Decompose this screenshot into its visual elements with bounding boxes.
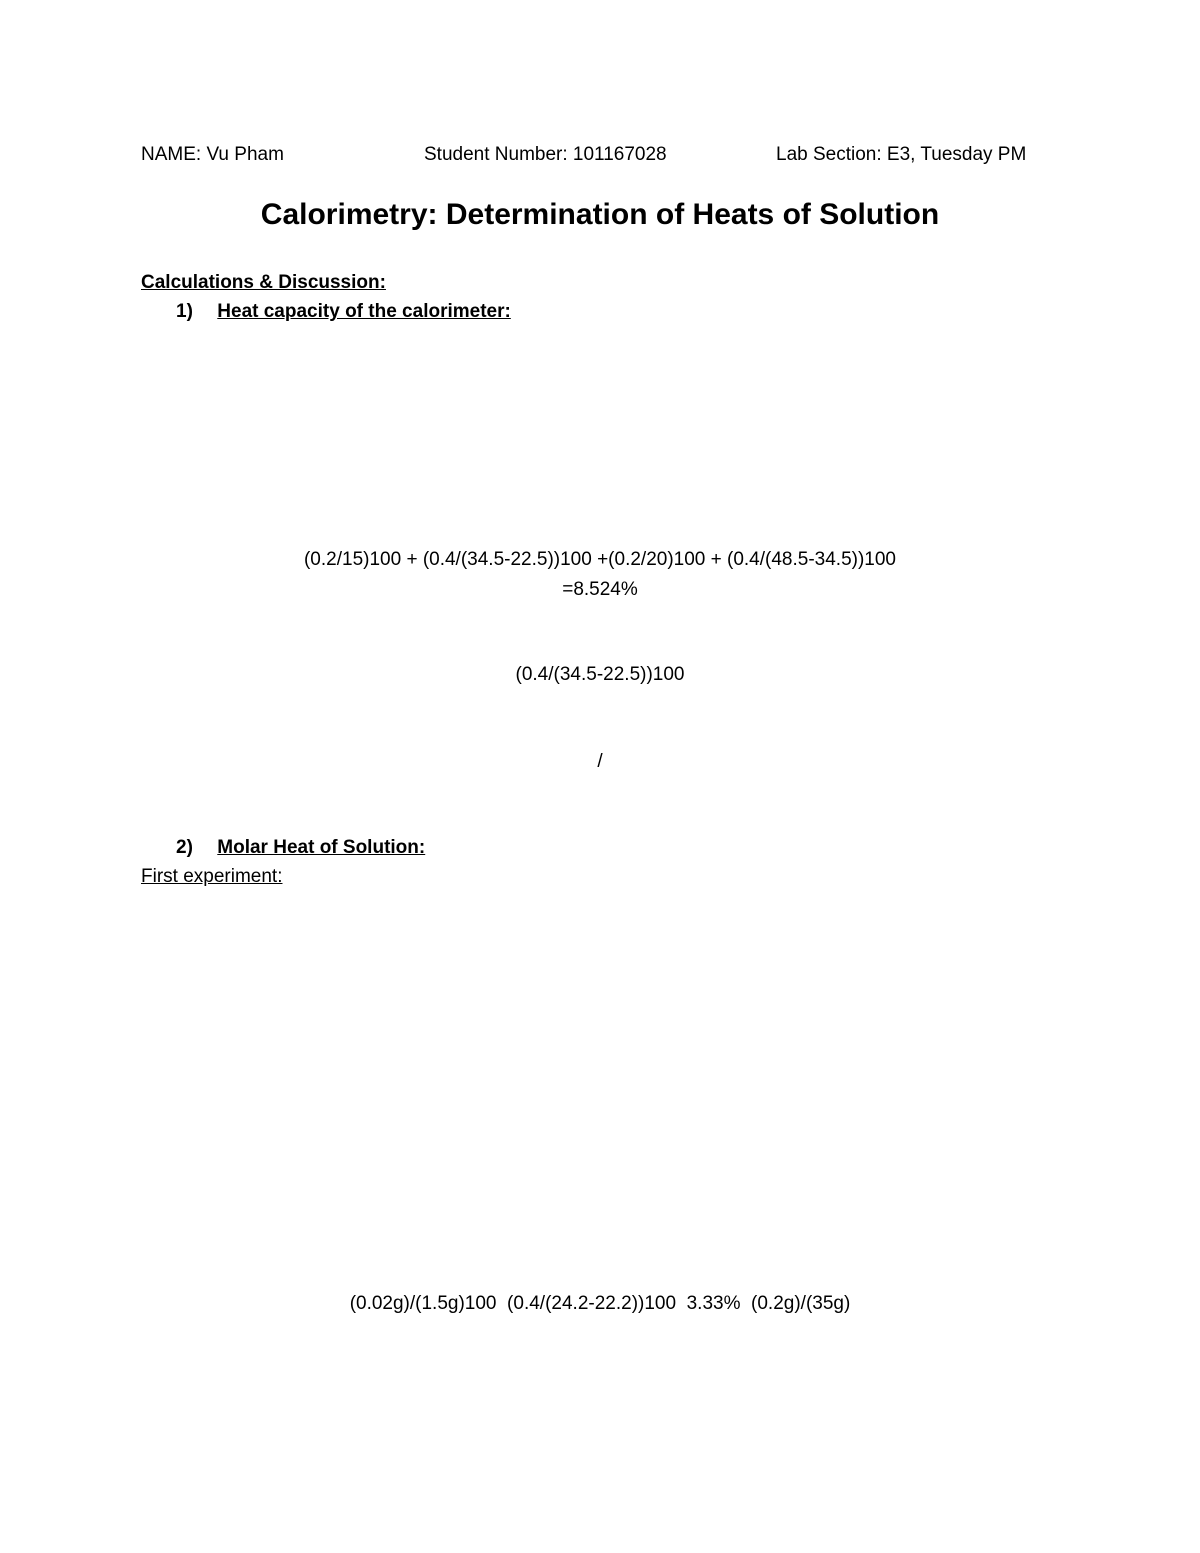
subsection-heading: First experiment: <box>141 866 283 887</box>
list-item-label: Heat capacity of the calorimeter: <box>217 301 511 322</box>
list-item-heat-capacity <box>176 301 511 323</box>
section-heading: Calculations & Discussion: <box>141 272 386 293</box>
student-number: Student Number: 101167028 <box>424 144 667 165</box>
list-item-label: Molar Heat of Solution: <box>217 837 426 858</box>
list-item-molar-heat <box>176 837 425 859</box>
equation-line: (0.4/(34.5-22.5))100 <box>515 664 685 685</box>
lab-section: Lab Section: E3, Tuesday PM <box>776 144 1027 165</box>
equation-result: =8.524% <box>562 579 638 600</box>
equation-line: (0.02g)/(1.5g)100 (0.4/(24.2-22.2))100 3.33% (0.2g)/(35g) <box>349 1293 851 1314</box>
equation-line: (0.2/15)100 + (0.4/(34.5-22.5))100 +(0.2/20)100 + (0.4/(48.5-34.5))100 <box>303 549 896 570</box>
page-title: Calorimetry: Determination of Heats of Solution <box>260 198 940 231</box>
list-number: 1) <box>176 301 193 322</box>
equation-fragment: / <box>597 751 603 772</box>
student-name: NAME: Vu Pham <box>141 144 284 165</box>
list-number: 2) <box>176 837 193 858</box>
